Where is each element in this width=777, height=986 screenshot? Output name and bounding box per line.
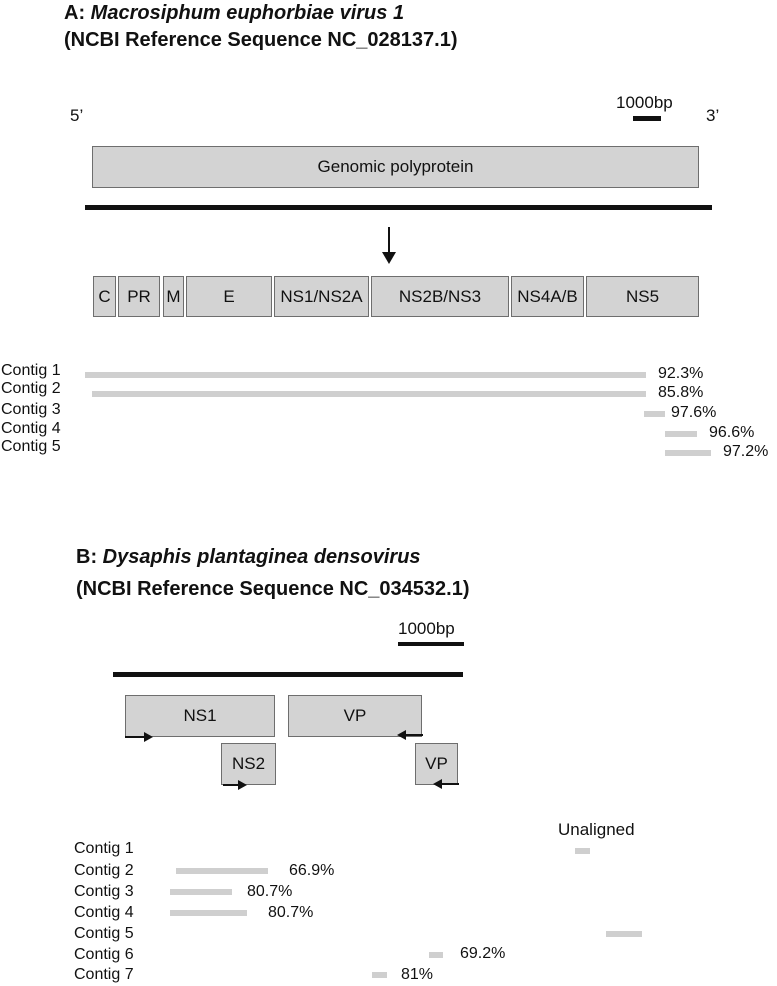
panel-a-contig-5-bar bbox=[665, 450, 711, 456]
panel-b-contig-5-label: Contig 5 bbox=[74, 925, 134, 942]
panel-b-contig-1-bar bbox=[575, 848, 590, 854]
panel-a-contig-3-identity: 97.6% bbox=[671, 404, 717, 421]
protein-ns1-ns2a-label: NS1/NS2A bbox=[280, 286, 363, 306]
panel-a-contig-3-bar bbox=[644, 411, 665, 417]
protein-ns4a-b-label: NS4A/B bbox=[517, 286, 578, 306]
panel-a-title-prefix: A: bbox=[64, 2, 91, 24]
ns1-direction-arrow-icon bbox=[124, 730, 154, 744]
panel-a-scale-label: 1000bp bbox=[616, 93, 673, 112]
protein-m-label: M bbox=[166, 286, 181, 306]
panel-b-contig-6-bar bbox=[429, 952, 443, 958]
panel-b-contig-6-label: Contig 6 bbox=[74, 946, 134, 963]
panel-a-contig-5-label: Contig 5 bbox=[1, 438, 61, 455]
protein-ns1-ns2a-box bbox=[274, 276, 369, 317]
panel-a-contig-4-bar bbox=[665, 431, 697, 437]
three-prime-label: 3’ bbox=[706, 106, 720, 125]
protein-m-box bbox=[163, 276, 184, 317]
gene-vp2-label: VP bbox=[425, 754, 448, 773]
panel-b-contig-4-bar bbox=[170, 910, 247, 916]
protein-c-box bbox=[93, 276, 116, 317]
panel-a-genome-line bbox=[85, 205, 712, 210]
panel-b-contig-2-label: Contig 2 bbox=[74, 862, 134, 879]
panel-a-scale-bar bbox=[633, 116, 661, 121]
panel-b-contig-2-bar bbox=[176, 868, 268, 874]
panel-a-contig-4-identity: 96.6% bbox=[709, 424, 755, 441]
panel-a-contig-4-label: Contig 4 bbox=[1, 420, 61, 437]
panel-b-title-prefix: B: bbox=[76, 546, 103, 568]
panel-b-contig-3-identity: 80.7% bbox=[247, 883, 293, 900]
protein-c-label: C bbox=[98, 286, 111, 306]
panel-a-contig-1-label: Contig 1 bbox=[1, 362, 61, 379]
panel-b-contig-6-identity: 69.2% bbox=[460, 945, 506, 962]
protein-ns2b-ns3-box bbox=[371, 276, 509, 317]
panel-a-virus-name: Macrosiphum euphorbiae virus 1 bbox=[90, 2, 405, 24]
panel-b-contig-4-label: Contig 4 bbox=[74, 904, 134, 921]
panel-b-genome-line bbox=[113, 672, 463, 677]
panel-b-title bbox=[76, 546, 421, 569]
protein-ns5-box bbox=[586, 276, 699, 317]
protein-ns2b-ns3-label: NS2B/NS3 bbox=[398, 286, 482, 306]
panel-b-contig-3-label: Contig 3 bbox=[74, 883, 134, 900]
panel-b-contig-3-bar bbox=[170, 889, 232, 895]
panel-b-scale-bar bbox=[398, 642, 464, 646]
panel-a-contig-2-label: Contig 2 bbox=[1, 380, 61, 397]
panel-b-contig-2-identity: 66.9% bbox=[289, 862, 335, 879]
panel-b-contig-1-label: Contig 1 bbox=[74, 840, 134, 857]
unaligned-label: Unaligned bbox=[558, 820, 635, 839]
panel-a-contig-3-label: Contig 3 bbox=[1, 401, 61, 418]
panel-a-contig-2-bar bbox=[92, 391, 646, 397]
panel-a-contig-1-bar bbox=[85, 372, 646, 378]
panel-b-contig-5-bar bbox=[606, 931, 642, 937]
panel-a-contig-1-identity: 92.3% bbox=[658, 365, 704, 382]
panel-b-contig-4-identity: 80.7% bbox=[268, 904, 314, 921]
gene-vp-label: VP bbox=[343, 706, 367, 725]
gene-ns2-label: NS2 bbox=[231, 754, 266, 773]
panel-b-virus-name: Dysaphis plantaginea densovirus bbox=[102, 546, 421, 568]
panel-b-contig-7-label: Contig 7 bbox=[74, 966, 134, 983]
panel-b-contig-7-identity: 81% bbox=[401, 966, 434, 983]
vp-direction-arrow-icon bbox=[396, 728, 424, 742]
five-prime-label: 5’ bbox=[70, 106, 84, 125]
protein-pr-label: PR bbox=[127, 286, 151, 306]
panel-b-contig-7-bar bbox=[372, 972, 387, 978]
ns2-direction-arrow-icon bbox=[222, 778, 248, 792]
vp2-direction-arrow-icon bbox=[432, 777, 460, 791]
gene-ns1-label: NS1 bbox=[183, 706, 217, 725]
genomic-polyprotein-label: Genomic polyprotein bbox=[317, 157, 474, 176]
protein-pr-box bbox=[118, 276, 160, 317]
panel-a-contig-2-identity: 85.8% bbox=[658, 384, 704, 401]
panel-a-title bbox=[64, 2, 404, 25]
protein-ns4a-b-box bbox=[511, 276, 584, 317]
protein-ns5-label: NS5 bbox=[625, 286, 660, 306]
panel-b-scale-label: 1000bp bbox=[398, 619, 455, 638]
panel-a-subtitle: (NCBI Reference Sequence NC_028137.1) bbox=[64, 29, 458, 51]
protein-e-label: E bbox=[223, 286, 235, 306]
panel-a-contig-5-identity: 97.2% bbox=[723, 443, 769, 460]
cleavage-arrow-icon bbox=[378, 226, 400, 266]
genomic-polyprotein-box bbox=[92, 146, 699, 188]
panel-b-subtitle: (NCBI Reference Sequence NC_034532.1) bbox=[76, 578, 470, 600]
protein-e-box bbox=[186, 276, 272, 317]
